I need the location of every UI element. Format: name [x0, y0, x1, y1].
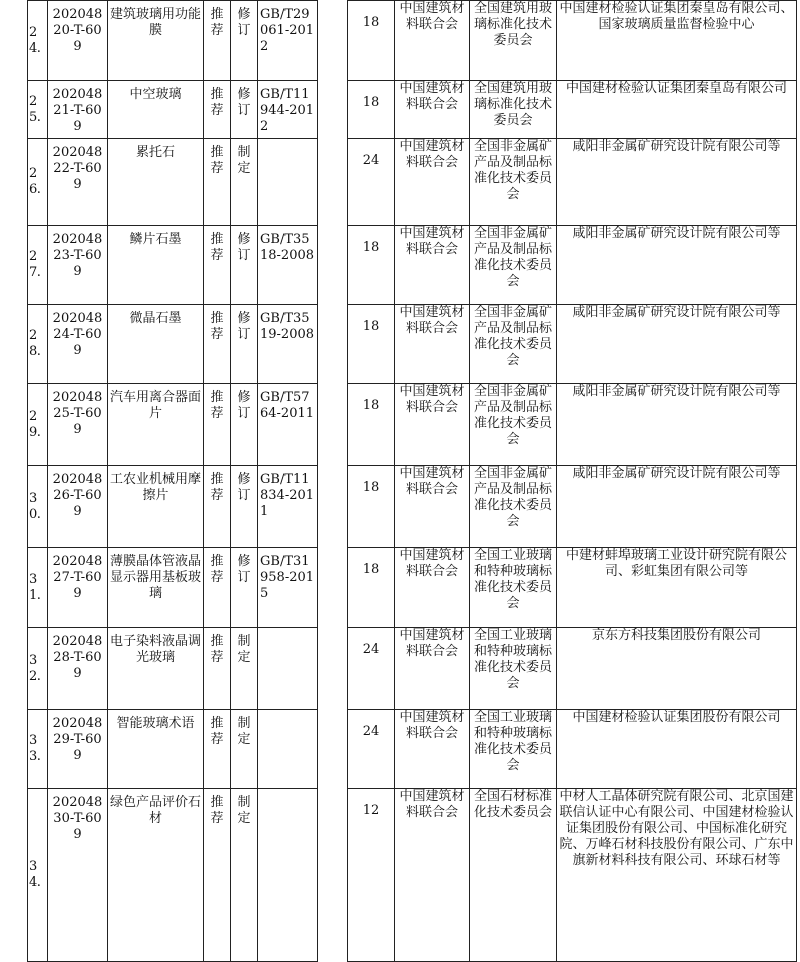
- replaced-standard: [258, 628, 318, 710]
- project-name: 薄膜晶体管液晶显示器用基板玻璃: [108, 548, 204, 628]
- drafting-organization: 咸阳非金属矿研究设计院有限公司等: [557, 305, 797, 384]
- project-name: 绿色产品评价石材: [108, 789, 204, 962]
- project-code: 20204828-T-609: [48, 628, 108, 710]
- project-code: 20204827-T-609: [48, 548, 108, 628]
- row-number: 34.: [28, 789, 48, 962]
- table-row: [28, 466, 797, 548]
- blank-column: [318, 139, 348, 226]
- project-period: 18: [348, 226, 395, 305]
- row-number: 32.: [28, 628, 48, 710]
- table-row: [28, 384, 797, 466]
- competent-department: 中国建筑材料联合会: [395, 1, 470, 81]
- standard-nature: 推荐: [204, 226, 231, 305]
- competent-department: 中国建筑材料联合会: [395, 710, 470, 789]
- technical-committee: 全国非金属矿产品及制品标准化技术委员会: [470, 226, 557, 305]
- project-name: 建筑玻璃用功能膜: [108, 1, 204, 81]
- drafting-organization: 中材人工晶体研究院有限公司、北京国建联信认证中心有限公司、中国建材检验认证集团股份有限公司、中国标准化研究院、万峰石材科技股份有限公司、广东中旗新材料科技有限公司、环球石材等: [557, 789, 797, 962]
- standard-nature: 推荐: [204, 710, 231, 789]
- revision-type: 修订: [231, 466, 258, 548]
- table-row: [28, 81, 797, 139]
- standard-nature: 推荐: [204, 628, 231, 710]
- revision-type: 修订: [231, 81, 258, 139]
- table-row: [28, 226, 797, 305]
- project-period: 24: [348, 710, 395, 789]
- blank-column: [318, 305, 348, 384]
- project-code: 20204826-T-609: [48, 466, 108, 548]
- project-period: 24: [348, 139, 395, 226]
- project-name: 中空玻璃: [108, 81, 204, 139]
- project-period: 12: [348, 789, 395, 962]
- project-code: 20204830-T-609: [48, 789, 108, 962]
- standard-nature: 推荐: [204, 466, 231, 548]
- project-period: 18: [348, 305, 395, 384]
- competent-department: 中国建筑材料联合会: [395, 81, 470, 139]
- project-name: 鳞片石墨: [108, 226, 204, 305]
- project-name: 微晶石墨: [108, 305, 204, 384]
- table-row: [28, 710, 797, 789]
- project-code: 20204825-T-609: [48, 384, 108, 466]
- standard-nature: 推荐: [204, 305, 231, 384]
- revision-type: 制定: [231, 628, 258, 710]
- project-code: 20204822-T-609: [48, 139, 108, 226]
- competent-department: 中国建筑材料联合会: [395, 305, 470, 384]
- project-period: 18: [348, 466, 395, 548]
- blank-column: [318, 226, 348, 305]
- table-row: [28, 139, 797, 226]
- blank-column: [318, 466, 348, 548]
- competent-department: 中国建筑材料联合会: [395, 226, 470, 305]
- project-name: 汽车用离合器面片: [108, 384, 204, 466]
- competent-department: 中国建筑材料联合会: [395, 548, 470, 628]
- project-period: 18: [348, 384, 395, 466]
- standard-nature: 推荐: [204, 139, 231, 226]
- technical-committee: 全国非金属矿产品及制品标准化技术委员会: [470, 139, 557, 226]
- row-number: 26.: [28, 139, 48, 226]
- revision-type: 修订: [231, 305, 258, 384]
- row-number: 29.: [28, 384, 48, 466]
- standard-nature: 推荐: [204, 1, 231, 81]
- drafting-organization: 咸阳非金属矿研究设计院有限公司等: [557, 384, 797, 466]
- project-period: 24: [348, 628, 395, 710]
- replaced-standard: [258, 789, 318, 962]
- standard-nature: 推荐: [204, 548, 231, 628]
- table-row: [28, 628, 797, 710]
- replaced-standard: GB/T11834-2011: [258, 466, 318, 548]
- project-name: 累托石: [108, 139, 204, 226]
- replaced-standard: [258, 139, 318, 226]
- project-period: 18: [348, 1, 395, 81]
- blank-column: [318, 384, 348, 466]
- standard-nature: 推荐: [204, 81, 231, 139]
- row-number: 31.: [28, 548, 48, 628]
- table-row: [28, 548, 797, 628]
- blank-column: [318, 548, 348, 628]
- project-code: 20204823-T-609: [48, 226, 108, 305]
- row-number: 28.: [28, 305, 48, 384]
- revision-type: 制定: [231, 789, 258, 962]
- blank-column: [318, 789, 348, 962]
- technical-committee: 全国工业玻璃和特种玻璃标准化技术委员会: [470, 548, 557, 628]
- drafting-organization: 咸阳非金属矿研究设计院有限公司等: [557, 226, 797, 305]
- technical-committee: 全国建筑用玻璃标准化技术委员会: [470, 81, 557, 139]
- row-number: 25.: [28, 81, 48, 139]
- project-code: 20204824-T-609: [48, 305, 108, 384]
- revision-type: 制定: [231, 139, 258, 226]
- standard-nature: 推荐: [204, 789, 231, 962]
- project-period: 18: [348, 81, 395, 139]
- revision-type: 修订: [231, 548, 258, 628]
- technical-committee: 全国石材标准化技术委员会: [470, 789, 557, 962]
- drafting-organization: 中国建材检验认证集团秦皇岛有限公司: [557, 81, 797, 139]
- blank-column: [318, 628, 348, 710]
- competent-department: 中国建筑材料联合会: [395, 628, 470, 710]
- revision-type: 修订: [231, 226, 258, 305]
- row-number: 24.: [28, 1, 48, 81]
- technical-committee: 全国非金属矿产品及制品标准化技术委员会: [470, 305, 557, 384]
- replaced-standard: GB/T29061-2012: [258, 1, 318, 81]
- blank-column: [318, 710, 348, 789]
- competent-department: 中国建筑材料联合会: [395, 466, 470, 548]
- drafting-organization: 中建材蚌埠玻璃工业设计研究院有限公司、彩虹集团有限公司等: [557, 548, 797, 628]
- replaced-standard: GB/T31958-2015: [258, 548, 318, 628]
- technical-committee: 全国工业玻璃和特种玻璃标准化技术委员会: [470, 628, 557, 710]
- row-number: 27.: [28, 226, 48, 305]
- drafting-organization: 中国建材检验认证集团秦皇岛有限公司、国家玻璃质量监督检验中心: [557, 1, 797, 81]
- table-row: [28, 789, 797, 962]
- drafting-organization: 咸阳非金属矿研究设计院有限公司等: [557, 466, 797, 548]
- technical-committee: 全国非金属矿产品及制品标准化技术委员会: [470, 384, 557, 466]
- standard-nature: 推荐: [204, 384, 231, 466]
- blank-column: [318, 1, 348, 81]
- technical-committee: 全国非金属矿产品及制品标准化技术委员会: [470, 466, 557, 548]
- drafting-organization: 咸阳非金属矿研究设计院有限公司等: [557, 139, 797, 226]
- replaced-standard: GB/T3518-2008: [258, 226, 318, 305]
- standards-table: [27, 0, 797, 962]
- revision-type: 修订: [231, 1, 258, 81]
- blank-column: [318, 81, 348, 139]
- row-number: 30.: [28, 466, 48, 548]
- replaced-standard: GB/T5764-2011: [258, 384, 318, 466]
- technical-committee: 全国建筑用玻璃标准化技术委员会: [470, 1, 557, 81]
- project-name: 电子染料液晶调光玻璃: [108, 628, 204, 710]
- project-code: 20204829-T-609: [48, 710, 108, 789]
- competent-department: 中国建筑材料联合会: [395, 384, 470, 466]
- competent-department: 中国建筑材料联合会: [395, 139, 470, 226]
- project-name: 智能玻璃术语: [108, 710, 204, 789]
- row-number: 33.: [28, 710, 48, 789]
- table-row: [28, 305, 797, 384]
- project-code: 20204821-T-609: [48, 81, 108, 139]
- drafting-organization: 京东方科技集团股份有限公司: [557, 628, 797, 710]
- project-period: 18: [348, 548, 395, 628]
- competent-department: 中国建筑材料联合会: [395, 789, 470, 962]
- technical-committee: 全国工业玻璃和特种玻璃标准化技术委员会: [470, 710, 557, 789]
- revision-type: 修订: [231, 384, 258, 466]
- project-name: 工农业机械用摩擦片: [108, 466, 204, 548]
- project-code: 20204820-T-609: [48, 1, 108, 81]
- drafting-organization: 中国建材检验认证集团股份有限公司: [557, 710, 797, 789]
- table-row: [28, 1, 797, 81]
- replaced-standard: GB/T3519-2008: [258, 305, 318, 384]
- replaced-standard: [258, 710, 318, 789]
- replaced-standard: GB/T11944-2012: [258, 81, 318, 139]
- revision-type: 制定: [231, 710, 258, 789]
